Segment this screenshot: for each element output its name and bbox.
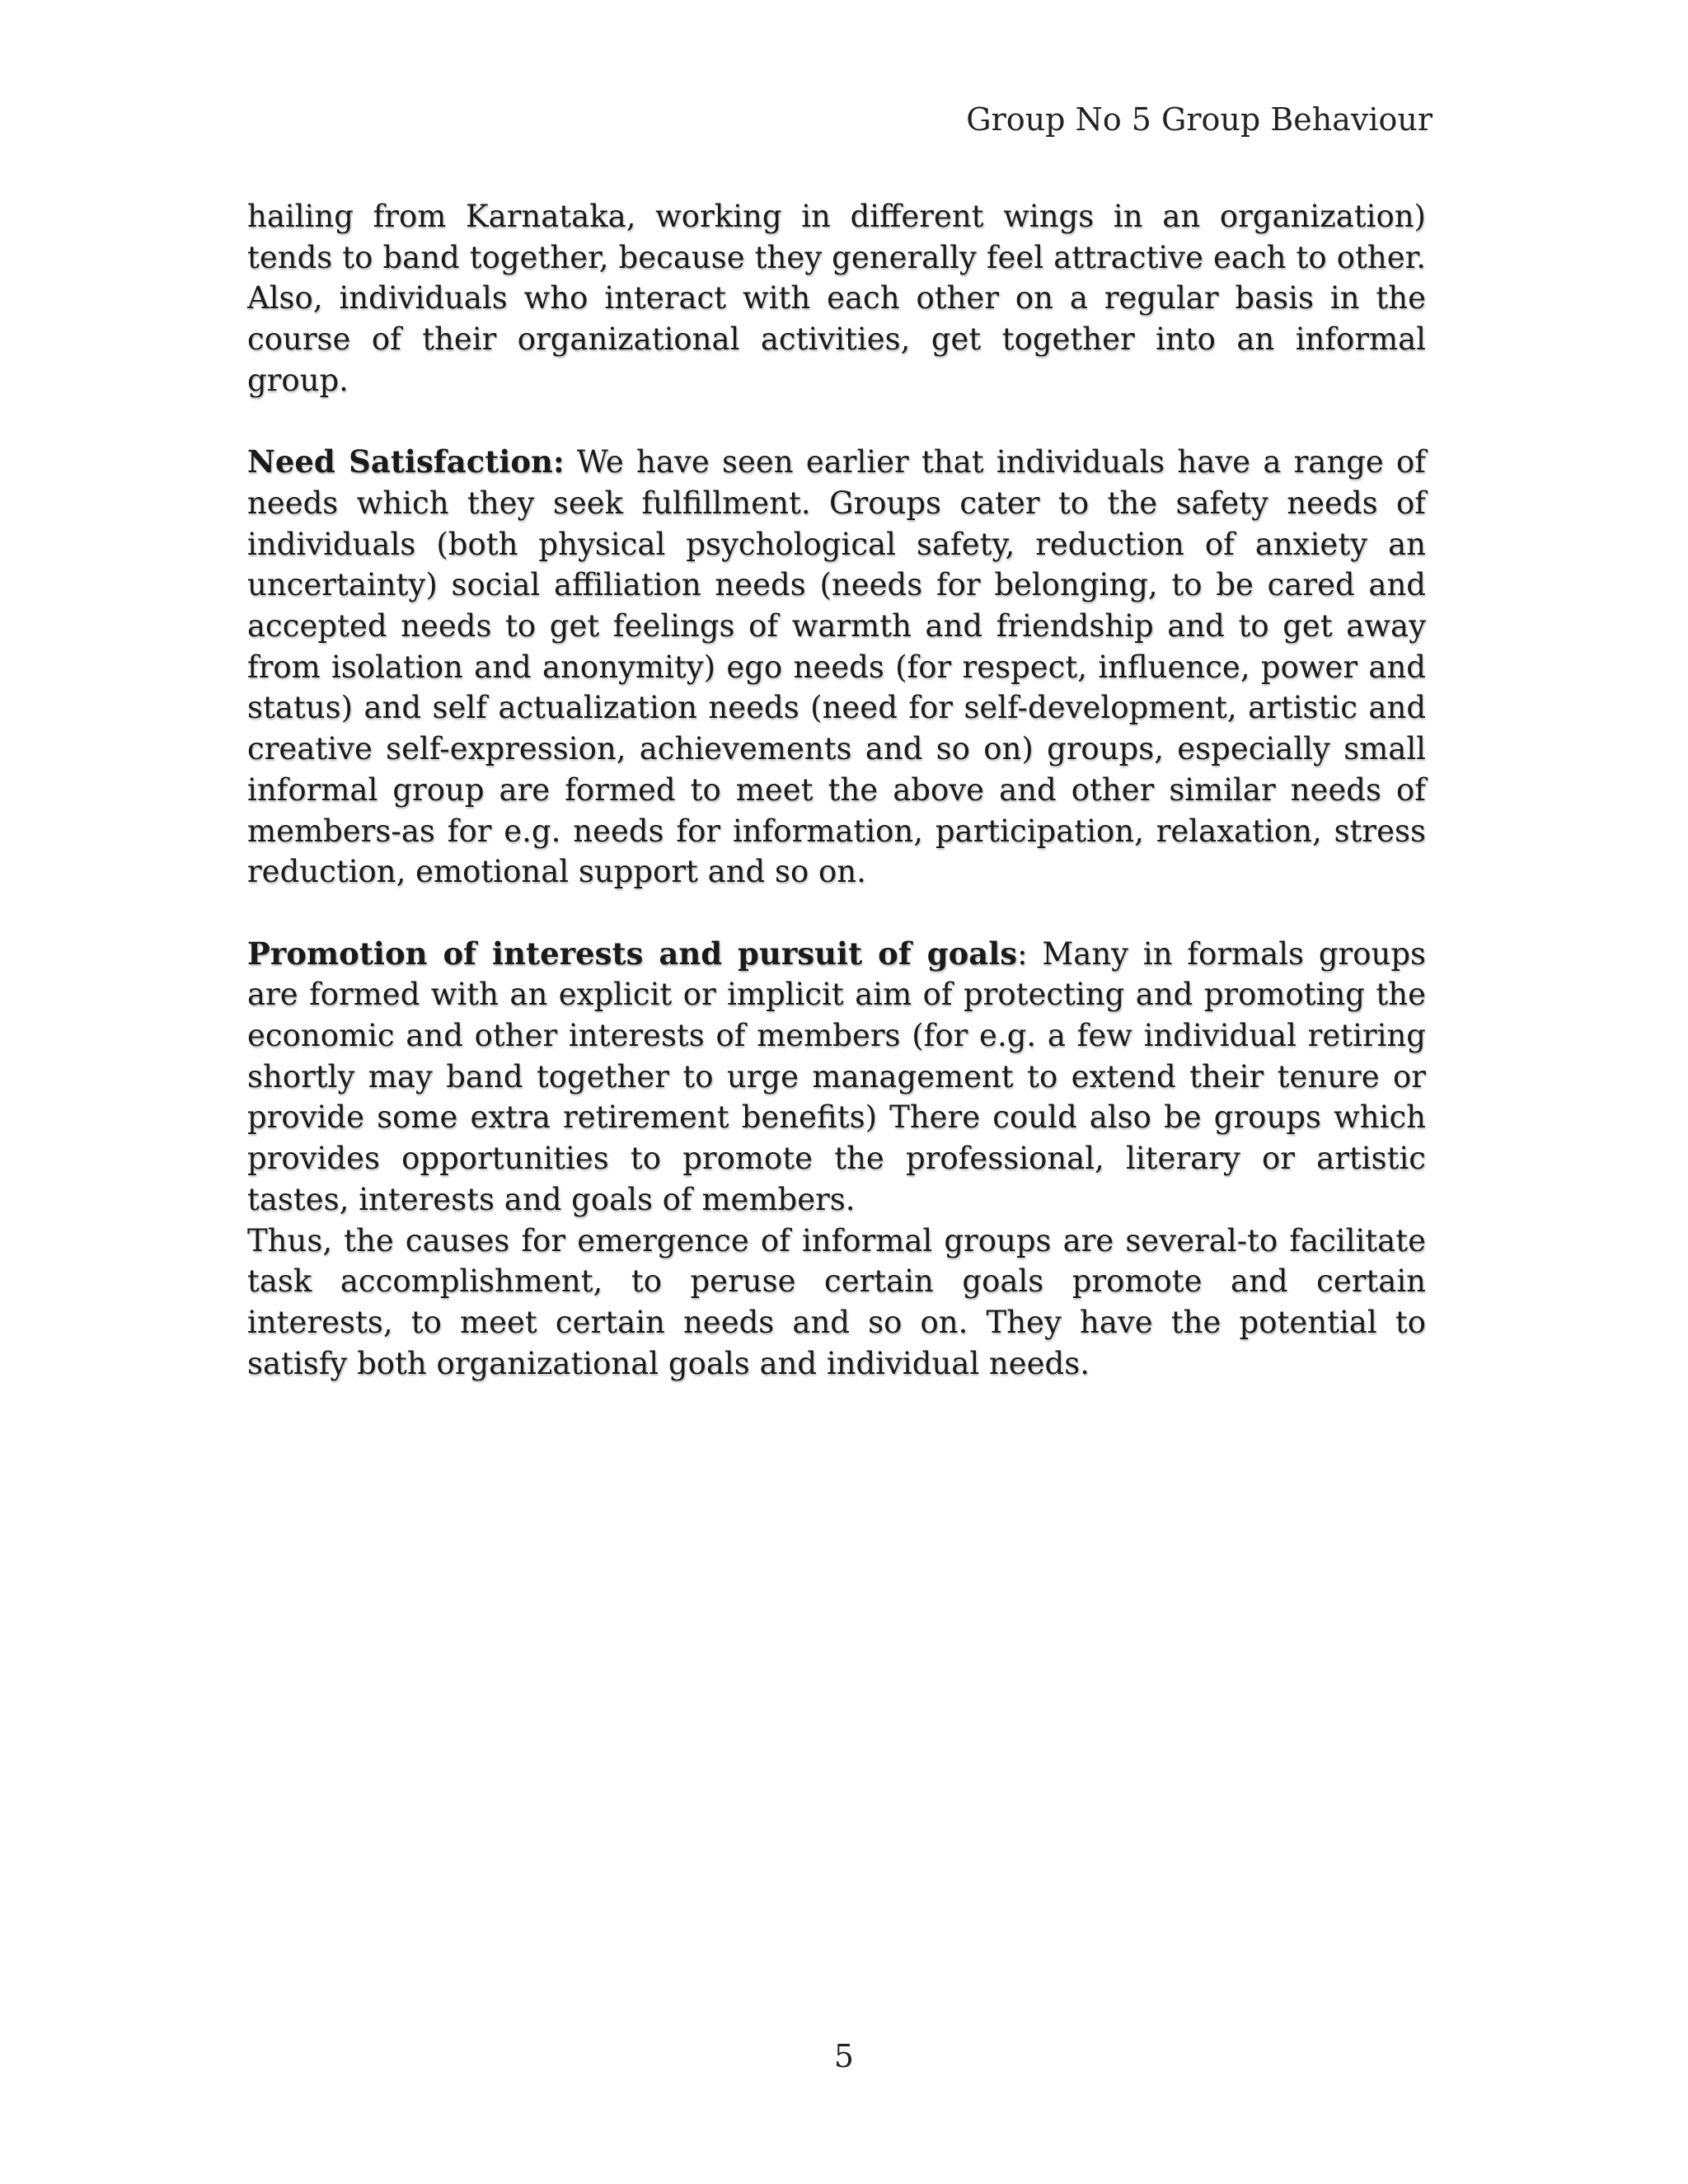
paragraph-promotion-of-interests [247, 934, 1426, 1221]
paragraph-lead: Need Satisfaction: [247, 443, 565, 480]
paragraph-lead: Promotion of interests and pursuit of goals [247, 935, 1018, 972]
paragraph-text: : Many in formals groups are formed with an explicit or implicit aim of protecting and promoting the economic and other interests of members (for e.g. a few individual retiring shortly may band together to urge management to extend their tenure or provide some extra retirement benefits) There could also be groups which provides opportunities to promote the professional, literary or artistic tastes, interests and goals of members. [247, 935, 1427, 1217]
body-text [247, 196, 1426, 1384]
paragraph-continuation [247, 196, 1426, 401]
paragraph-text: Thus, the causes for emergence of informal groups are several-to facilitate task accomplishment, to peruse certain goals promote and certain interests, to meet certain needs and so on. They have the potential to satisfy both organizational goals and individual needs. [247, 1222, 1426, 1381]
running-header: Group No 5 Group Behaviour [966, 101, 1432, 138]
paragraph-need-satisfaction [247, 442, 1426, 893]
paragraph-text: hailing from Karnataka, working in different wings in an organization) tends to band together, because they generally feel attractive each to other. Also, individuals who interact with each other on a regular basis in the course of their organizational activities, get together into an informal group. [247, 199, 1426, 398]
paragraph-conclusion [247, 1221, 1426, 1385]
page-number: 5 [833, 2038, 855, 2074]
paragraph-text: We have seen earlier that individuals have a range of needs which they seek fulfillment. Groups cater to the safety needs of individuals (both physical psychological safety, reduction of anxiety an uncertainty) social affiliation needs (needs for belonging, to be cared and accepted needs to get feelings of warmth and friendship and to get away from isolation and anonymity) ego needs (for respect, influence, power and status) and self actualization needs (need for self-development, artistic and creative self-expression, achievements and so on) groups, especially small informal group are formed to meet the above and other similar needs of members-as for e.g. needs for information, participation, relaxation, stress reduction, emotional support and so on. [247, 444, 1426, 890]
